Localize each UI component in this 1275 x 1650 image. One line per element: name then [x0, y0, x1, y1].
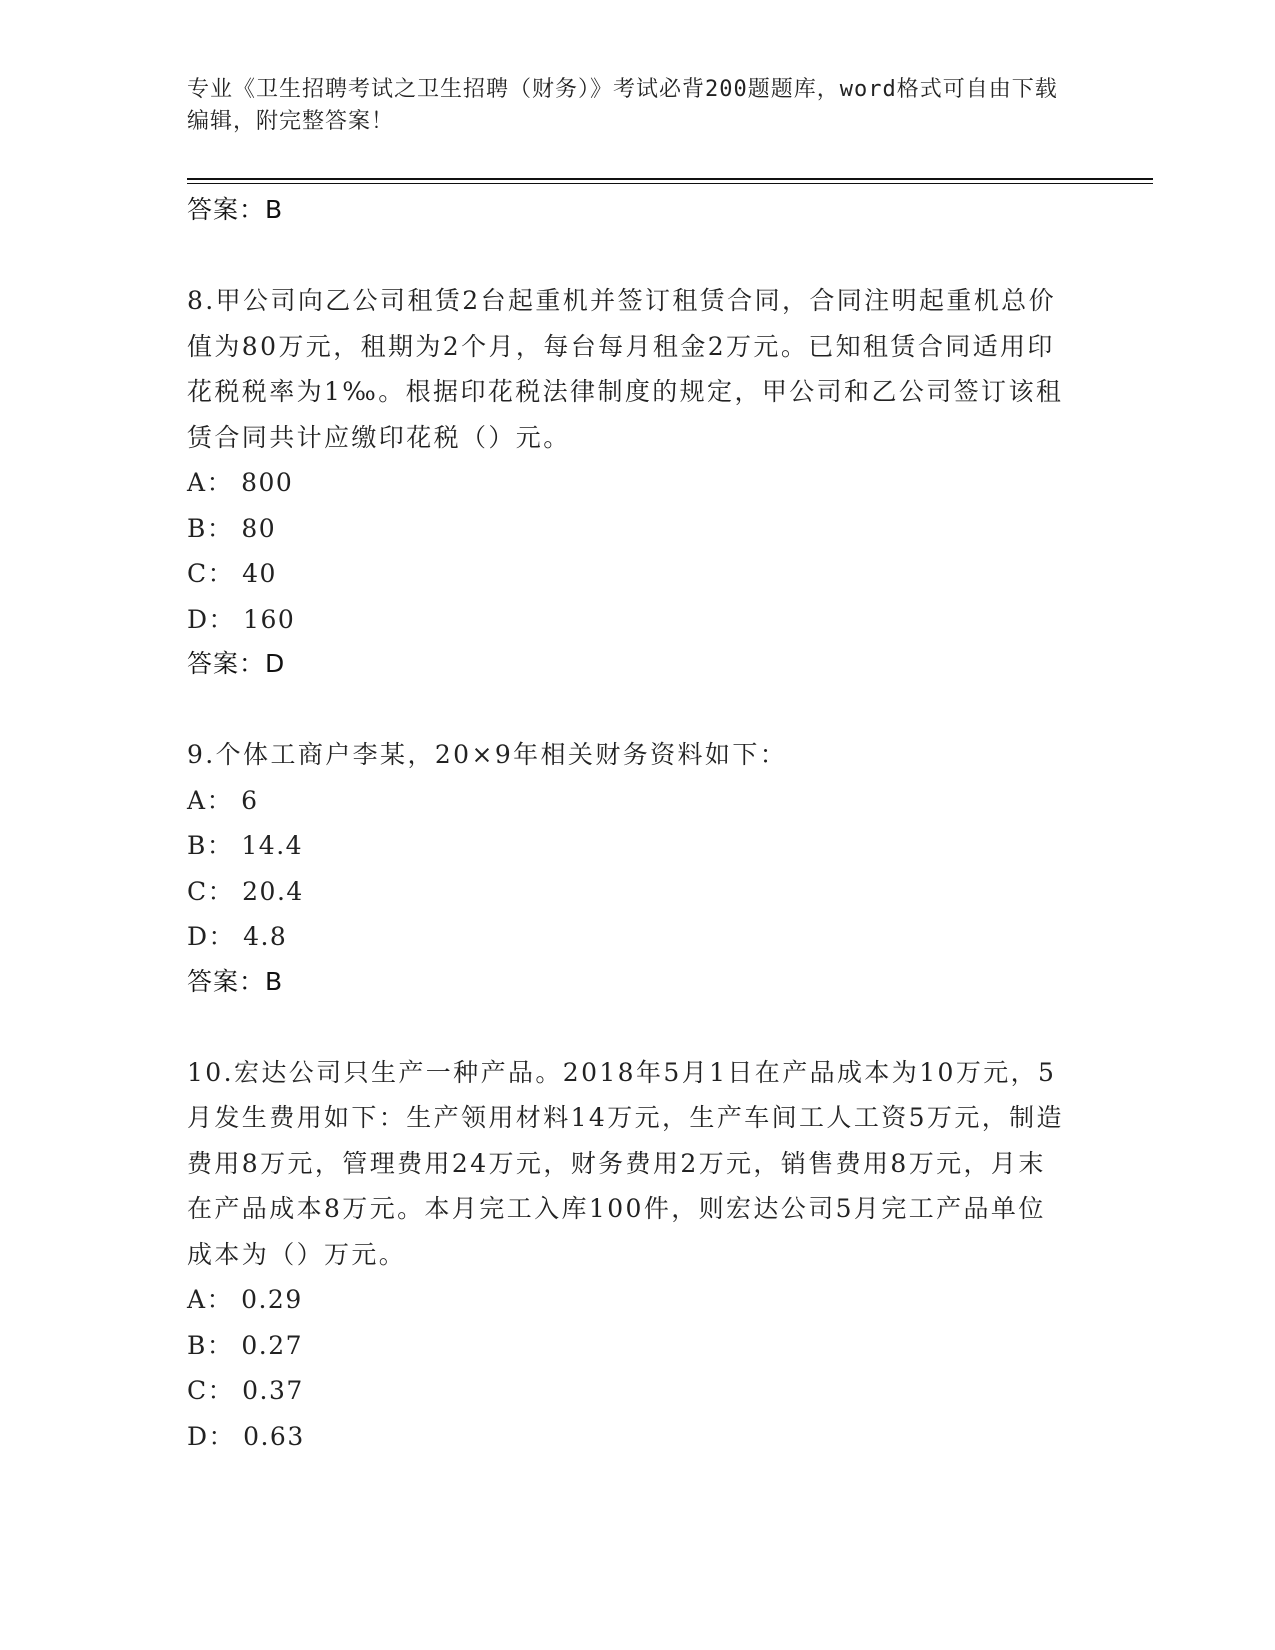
option-value: 0.63: [243, 1421, 305, 1451]
option-letter: D: [187, 1421, 209, 1451]
option-b: [187, 506, 1087, 552]
option-separator: ：: [208, 922, 236, 951]
answer-value: B: [265, 195, 284, 224]
option-d: [187, 914, 1087, 960]
option-c: [187, 1368, 1087, 1414]
option-separator: ：: [206, 785, 234, 815]
question-text: [187, 1050, 1067, 1278]
option-separator: ：: [207, 559, 235, 588]
option-a: [187, 1277, 1087, 1323]
question-list: [187, 188, 1087, 1459]
answer-label: 答案：: [187, 966, 266, 996]
option-separator: ：: [206, 831, 234, 860]
option-d: [187, 597, 1087, 643]
option-value: 14.4: [241, 831, 304, 860]
document-header: 专业《卫生招聘考试之卫生招聘（财务）》考试必背200题题库，word格式可自由下载编辑，附完整答案！: [187, 77, 1058, 134]
answer-value: D: [265, 649, 286, 678]
option-separator: ：: [207, 1376, 235, 1405]
question-text: [187, 732, 1067, 778]
option-value: 0.27: [241, 1330, 304, 1360]
option-b: [187, 1323, 1087, 1369]
option-separator: ：: [206, 468, 234, 497]
answer-value: B: [265, 966, 284, 996]
question-body: 个体工商户李某，20×9年相关财务资料如下：: [215, 740, 788, 769]
option-value: 0.29: [241, 1285, 303, 1314]
question-number: 9.: [187, 740, 216, 769]
question-block: [187, 1050, 1087, 1460]
option-value: 20.4: [242, 876, 304, 906]
question-text: [187, 278, 1067, 460]
option-value: 0.37: [242, 1376, 304, 1405]
option-value: 40: [242, 559, 277, 588]
option-letter: C: [187, 1376, 208, 1405]
question-body: 甲公司向乙公司租赁2台起重机并签订租赁合同，合同注明起重机总价值为80万元，租期为2个月，每台每月租金2万元。已知租赁合同适用印花税税率为1‰。根据印花税法律制度的规定，甲公司和乙公司签订该租赁合同共计应缴印花税（）元。: [187, 286, 1064, 452]
question-block: [187, 732, 1087, 1004]
option-separator: ：: [206, 513, 234, 543]
option-a: [187, 778, 1087, 824]
header-rule-thin: [187, 183, 1153, 184]
option-separator: ：: [208, 1421, 236, 1451]
option-letter: B: [187, 513, 207, 543]
option-letter: A: [187, 785, 207, 815]
question-body: 宏达公司只生产一种产品。2018年5月1日在产品成本为10万元，5月发生费用如下：生产领用材料14万元，生产车间工人工资5万元，制造费用8万元，管理费用24万元，财务费用2万元，销售费用8万元，月末在产品成本8万元。本月完工入库100件，则宏达公司5月完工产品单位成本为（）万元。: [187, 1057, 1064, 1269]
option-separator: ：: [207, 876, 235, 906]
option-letter: A: [187, 1285, 207, 1314]
answer-line: [187, 642, 1087, 686]
answer-label: 答案：: [187, 649, 266, 678]
option-letter: B: [187, 1330, 207, 1360]
question-number: 8.: [187, 286, 216, 315]
answer-line: [187, 960, 1087, 1004]
option-separator: ：: [206, 1330, 234, 1360]
option-c: [187, 869, 1087, 915]
answer-label: 答案：: [187, 195, 266, 224]
question-number: 10.: [187, 1057, 234, 1087]
option-letter: C: [187, 559, 208, 588]
question-block: [187, 278, 1087, 686]
option-letter: C: [187, 876, 208, 906]
option-separator: ：: [206, 1285, 234, 1314]
option-letter: D: [187, 922, 209, 951]
option-separator: ：: [208, 604, 236, 634]
option-letter: D: [187, 604, 209, 634]
option-value: 6: [241, 785, 259, 815]
option-letter: A: [187, 468, 207, 497]
option-a: [187, 460, 1087, 506]
option-letter: B: [187, 831, 207, 860]
option-value: 160: [243, 604, 296, 634]
answer-line: [187, 188, 1087, 232]
header-rule-thick: [187, 178, 1153, 180]
option-value: 80: [241, 513, 277, 543]
option-value: 4.8: [243, 922, 288, 951]
option-c: [187, 551, 1087, 597]
option-b: [187, 823, 1087, 869]
option-value: 800: [241, 468, 294, 497]
option-d: [187, 1414, 1087, 1460]
